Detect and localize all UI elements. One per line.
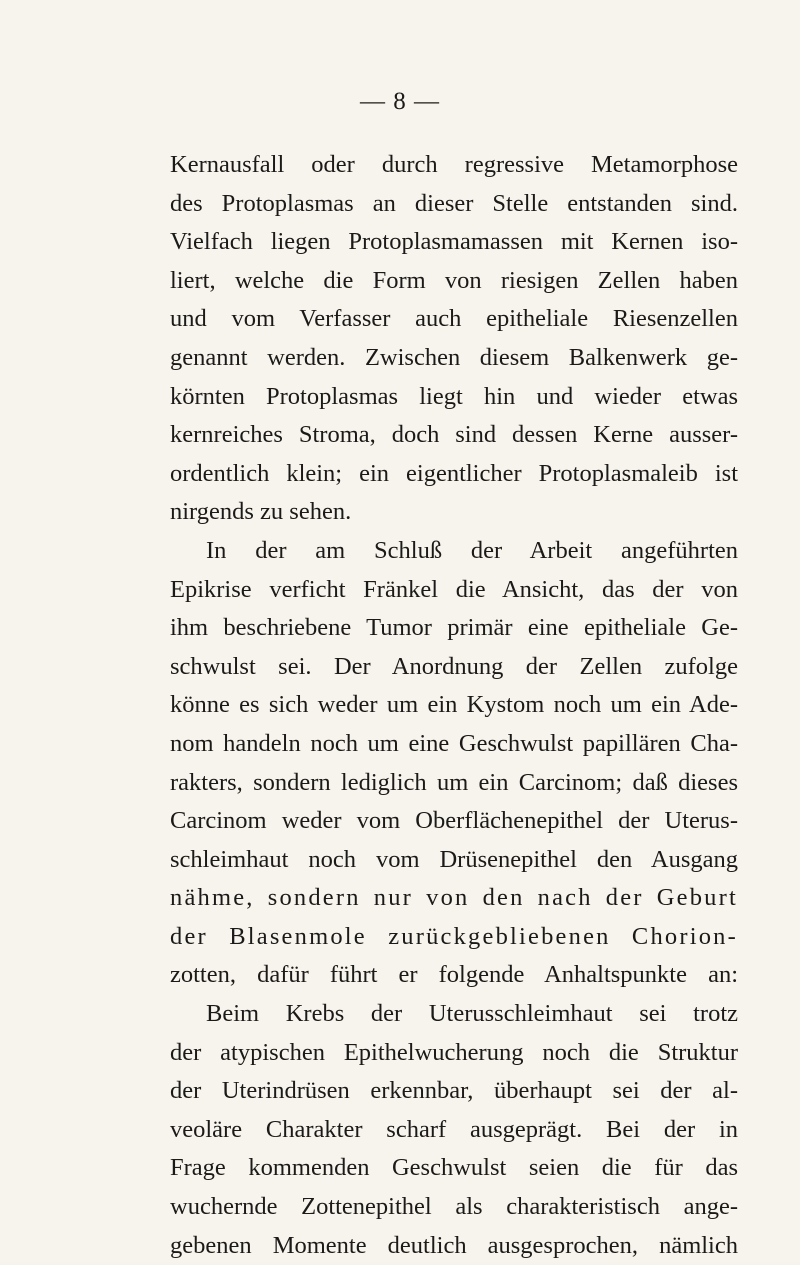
text-line: genannt werden. Zwischen diesem Balkenwerk ge- (170, 343, 738, 371)
text-line: der Uterindrüsen erkennbar, überhaupt sei der al- (170, 1077, 738, 1105)
paragraph-end-line: nirgends zu sehen. (170, 498, 352, 526)
text-line: rakters, sondern lediglich um ein Carcinom; daß dieses (170, 768, 738, 796)
text-line: veoläre Charakter scharf ausgeprägt. Bei der in (170, 1115, 738, 1143)
text-line: des Protoplasmas an dieser Stelle entstanden sind. (170, 189, 738, 217)
text-line: und vom Verfasser auch epitheliale Riesenzellen (170, 305, 738, 333)
text-line: Carcinom weder vom Oberflächenepithel der Uterus- (170, 807, 738, 835)
text-line: nom handeln noch um eine Geschwulst papillären Cha- (170, 729, 738, 757)
text-line: der atypischen Epithelwucherung noch die Struktur (170, 1038, 738, 1066)
text-line: ordentlich klein; ein eigentlicher Protoplasmaleib ist (170, 459, 738, 487)
spaced-text-line: nähme, sondern nur von den nach der Geburt (170, 884, 738, 912)
text-line: wuchernde Zottenepithel als charakteristisch ange- (170, 1193, 738, 1221)
text-line: schwulst sei. Der Anordnung der Zellen zufolge (170, 652, 738, 680)
text-line: Kernausfall oder durch regressive Metamorphose (170, 151, 738, 178)
text-line: liert, welche die Form von riesigen Zellen haben (170, 266, 738, 294)
paragraph-start-line: Beim Krebs der Uterusschleimhaut sei trotz (206, 1000, 738, 1028)
text-line: Vielfach liegen Protoplasmamassen mit Kernen iso- (170, 228, 738, 256)
paragraph-start-line: In der am Schluß der Arbeit angeführten (206, 536, 738, 564)
text-line: Epikrise verficht Fränkel die Ansicht, das der von (170, 575, 738, 603)
text-line: kernreiches Stroma, doch sind dessen Kerne ausser- (170, 421, 738, 449)
text-line: zotten, dafür führt er folgende Anhaltspunkte an: (170, 961, 738, 989)
text-line: könne es sich weder um ein Kystom noch um ein Ade- (170, 691, 738, 719)
page-number: — 8 — (360, 88, 440, 115)
text-line: Frage kommenden Geschwulst seien die für das (170, 1154, 738, 1182)
text-line: körnten Protoplasmas liegt hin und wieder etwas (170, 382, 738, 410)
text-line: gebenen Momente deutlich ausgesprochen, nämlich (170, 1231, 738, 1259)
spaced-text-line: der Blasenmole zurückgebliebenen Chorion- (170, 922, 738, 950)
text-line: schleimhaut noch vom Drüsenepithel den Ausgang (170, 845, 738, 873)
body-text (170, 146, 738, 1265)
text-line: ihm beschriebene Tumor primär eine epitheliale Ge- (170, 614, 738, 642)
